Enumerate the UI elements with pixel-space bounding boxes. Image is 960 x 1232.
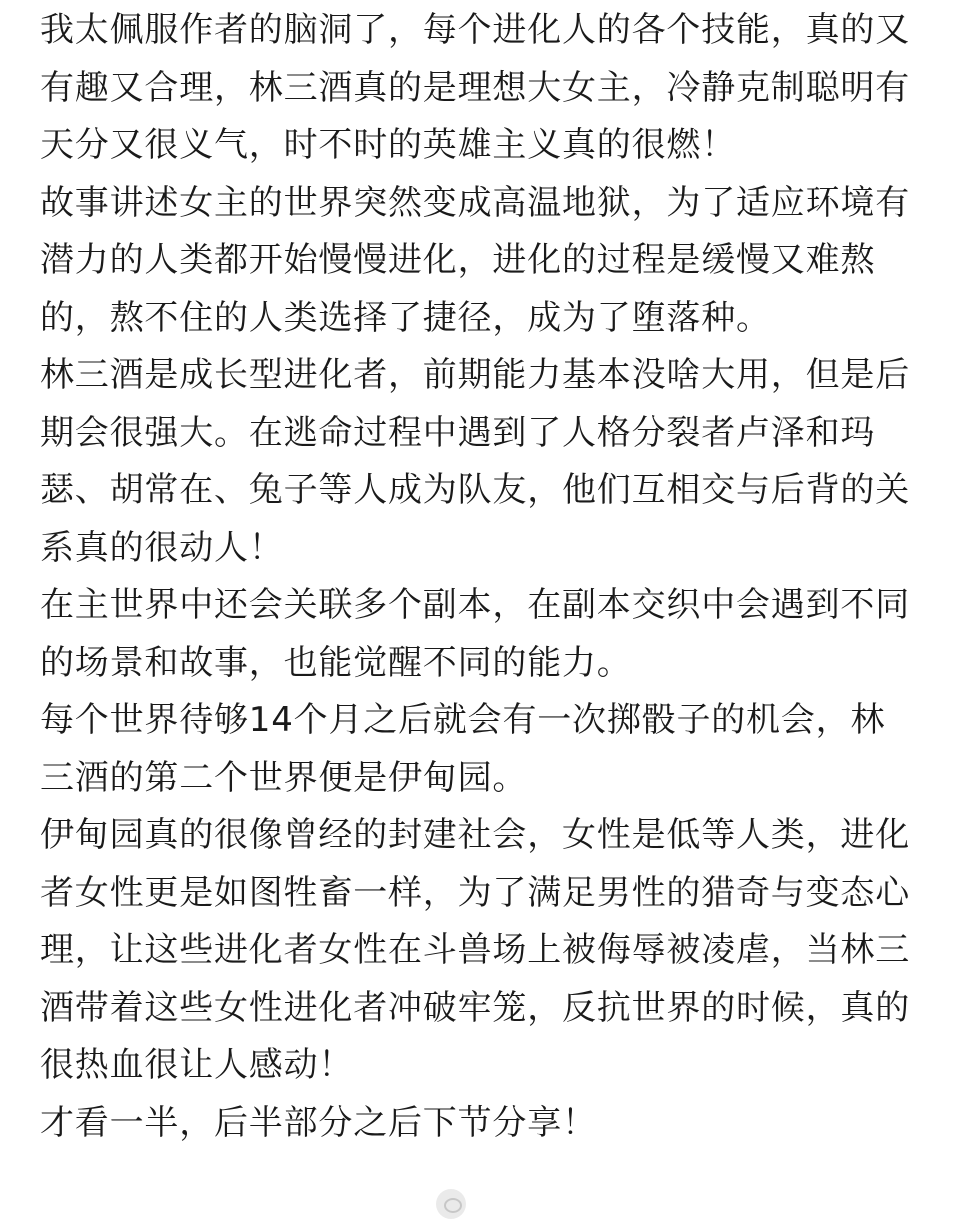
paragraph-6: 伊甸园真的很像曾经的封建社会，女性是低等人类，进化者女性更是如图牲畜一样，为了满足男性的猎奇与变态心理，让这些进化者女性在斗兽场上被侮辱被凌虐，当林三酒带着这些女性进化者冲破牢笼，反抗世界的时候，真的很热血很让人感动！ xyxy=(40,815,910,1085)
watermark xyxy=(436,1184,466,1224)
weibo-logo-icon xyxy=(436,1189,466,1219)
paragraph-3: 林三酒是成长型进化者，前期能力基本没啥大用，但是后期会很强大。在逃命过程中遇到了人格分裂者卢泽和玛瑟、胡常在、兔子等人成为队友，他们互相交与后背的关系真的很动人！ xyxy=(40,355,910,568)
paragraph-1: 我太佩服作者的脑洞了，每个进化人的各个技能，真的又有趣又合理，林三酒真的是理想大女主，冷静克制聪明有天分又很义气，时不时的英雄主义真的很燃！ xyxy=(40,10,910,165)
paragraph-5: 每个世界待够14个月之后就会有一次掷骰子的机会，林三酒的第二个世界便是伊甸园。 xyxy=(40,700,886,798)
paragraph-4: 在主世界中还会关联多个副本，在副本交织中会遇到不同的场景和故事，也能觉醒不同的能力。 xyxy=(40,585,910,683)
paragraph-2: 故事讲述女主的世界突然变成高温地狱，为了适应环境有潜力的人类都开始慢慢进化，进化的过程是缓慢又难熬的，熬不住的人类选择了捷径，成为了堕落种。 xyxy=(40,182,910,338)
article-body xyxy=(40,2,920,1152)
paragraph-7: 才看一半，后半部分之后下节分享！ xyxy=(40,1102,597,1143)
